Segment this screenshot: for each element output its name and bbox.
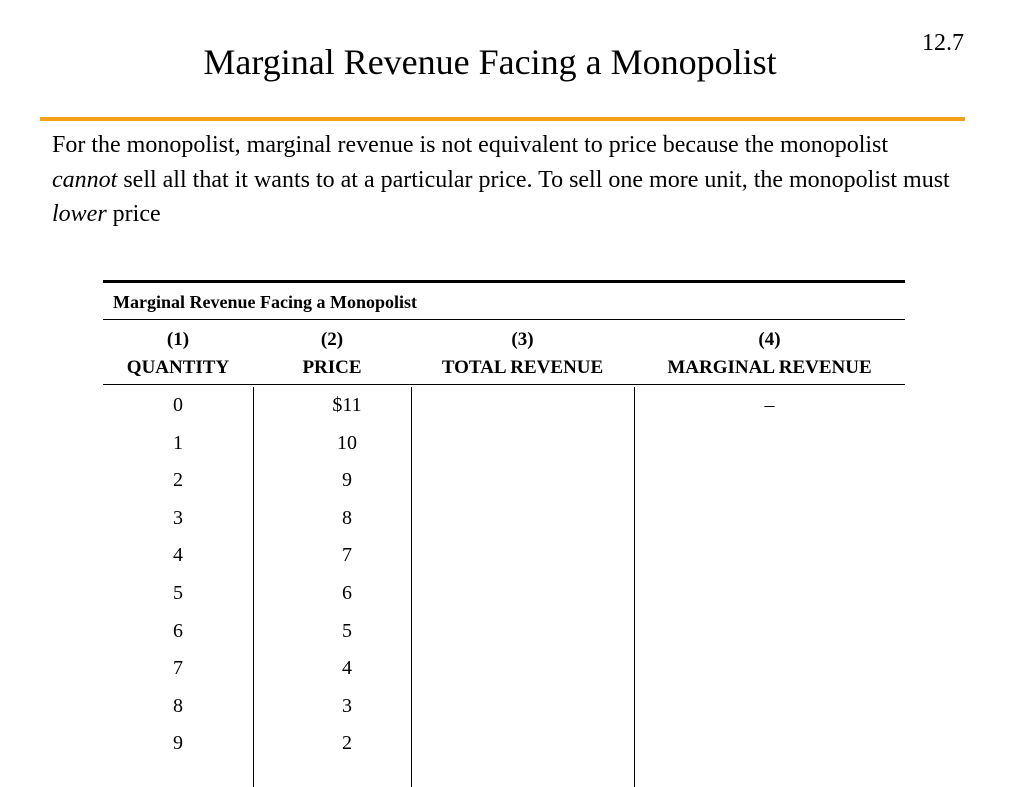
- marginal-revenue-table: [103, 280, 905, 771]
- intro-emphasis-lower: lower: [52, 201, 107, 227]
- header-label: TOTAL REVENUE: [441, 357, 604, 378]
- intro-text-1: For the monopolist, marginal revenue is not equivalent to price because the monopolist: [52, 132, 889, 158]
- table-rows: [103, 387, 905, 763]
- price-cell: 7: [342, 544, 352, 567]
- intro-emphasis-cannot: cannot: [52, 166, 118, 193]
- total-revenue-cell: [411, 537, 634, 575]
- header-marginal-revenue: [634, 320, 905, 384]
- price-cell: $11: [332, 394, 362, 416]
- price-cell: 3: [342, 694, 352, 717]
- total-revenue-cell: [411, 688, 634, 726]
- header-price: [253, 320, 411, 384]
- table-row: [103, 537, 905, 575]
- total-revenue-cell: [411, 613, 634, 651]
- table-row: [103, 613, 905, 651]
- price-cell: 6: [342, 581, 352, 604]
- table-row: [103, 650, 905, 688]
- total-revenue-cell: [411, 425, 634, 463]
- marginal-revenue-cell: [634, 537, 905, 575]
- table-body: [103, 387, 905, 771]
- quantity-cell: 0: [173, 394, 183, 416]
- table-row: [103, 387, 905, 425]
- quantity-cell: 6: [173, 619, 183, 642]
- price-cell: 8: [342, 506, 352, 529]
- title-divider: [40, 117, 965, 121]
- intro-text-2: sell all that it wants to at a particular price. To sell one more unit, the monopolist must: [117, 166, 950, 193]
- intro-paragraph: [52, 128, 952, 232]
- price-cell: 9: [342, 469, 352, 492]
- table-row: [103, 462, 905, 500]
- header-number: (2): [320, 329, 344, 350]
- quantity-cell: 1: [173, 431, 183, 454]
- table-header-row: [103, 320, 905, 384]
- quantity-cell: 8: [173, 694, 183, 717]
- price-cell: 2: [342, 732, 352, 755]
- total-revenue-cell: [411, 500, 634, 538]
- header-label: QUANTITY: [126, 357, 230, 378]
- column-divider: [634, 387, 635, 787]
- marginal-revenue-cell: [634, 613, 905, 651]
- marginal-revenue-cell: [634, 650, 905, 688]
- quantity-cell: 4: [173, 544, 183, 567]
- column-divider: [253, 387, 254, 787]
- table-row: [103, 500, 905, 538]
- slide-title: Marginal Revenue Facing a Monopolist: [203, 42, 777, 82]
- price-cell: 5: [342, 619, 352, 642]
- table-row: [103, 688, 905, 726]
- table-row: [103, 725, 905, 763]
- quantity-cell: 5: [173, 581, 183, 604]
- total-revenue-cell: [411, 650, 634, 688]
- column-divider: [411, 387, 412, 787]
- intro-text-3: price: [106, 201, 161, 227]
- marginal-revenue-cell: [634, 688, 905, 726]
- marginal-revenue-cell: –: [764, 394, 775, 416]
- header-number: (3): [511, 329, 534, 350]
- total-revenue-cell: [411, 725, 634, 763]
- quantity-cell: 2: [173, 469, 183, 492]
- total-revenue-cell: [411, 575, 634, 613]
- quantity-cell: 3: [173, 506, 183, 529]
- total-revenue-cell: [411, 387, 634, 425]
- table-row: [103, 425, 905, 463]
- price-cell: 4: [342, 657, 352, 680]
- header-number: (1): [166, 329, 190, 350]
- total-revenue-cell: [411, 462, 634, 500]
- marginal-revenue-cell: [634, 725, 905, 763]
- header-quantity: [103, 320, 253, 384]
- slide-number: 12.7: [922, 30, 964, 56]
- table-caption: Marginal Revenue Facing a Monopolist: [113, 292, 417, 312]
- price-cell: 10: [337, 431, 357, 454]
- table-row: [103, 575, 905, 613]
- marginal-revenue-cell: [634, 575, 905, 613]
- header-number: (4): [758, 329, 781, 350]
- table-header-border: [103, 384, 905, 385]
- marginal-revenue-cell: [634, 500, 905, 538]
- quantity-cell: 9: [173, 732, 183, 755]
- quantity-cell: 7: [173, 657, 183, 680]
- marginal-revenue-cell: [634, 425, 905, 463]
- header-label: PRICE: [302, 357, 362, 378]
- header-total-revenue: [411, 320, 634, 384]
- marginal-revenue-cell: [634, 462, 905, 500]
- header-label: MARGINAL REVENUE: [667, 357, 872, 378]
